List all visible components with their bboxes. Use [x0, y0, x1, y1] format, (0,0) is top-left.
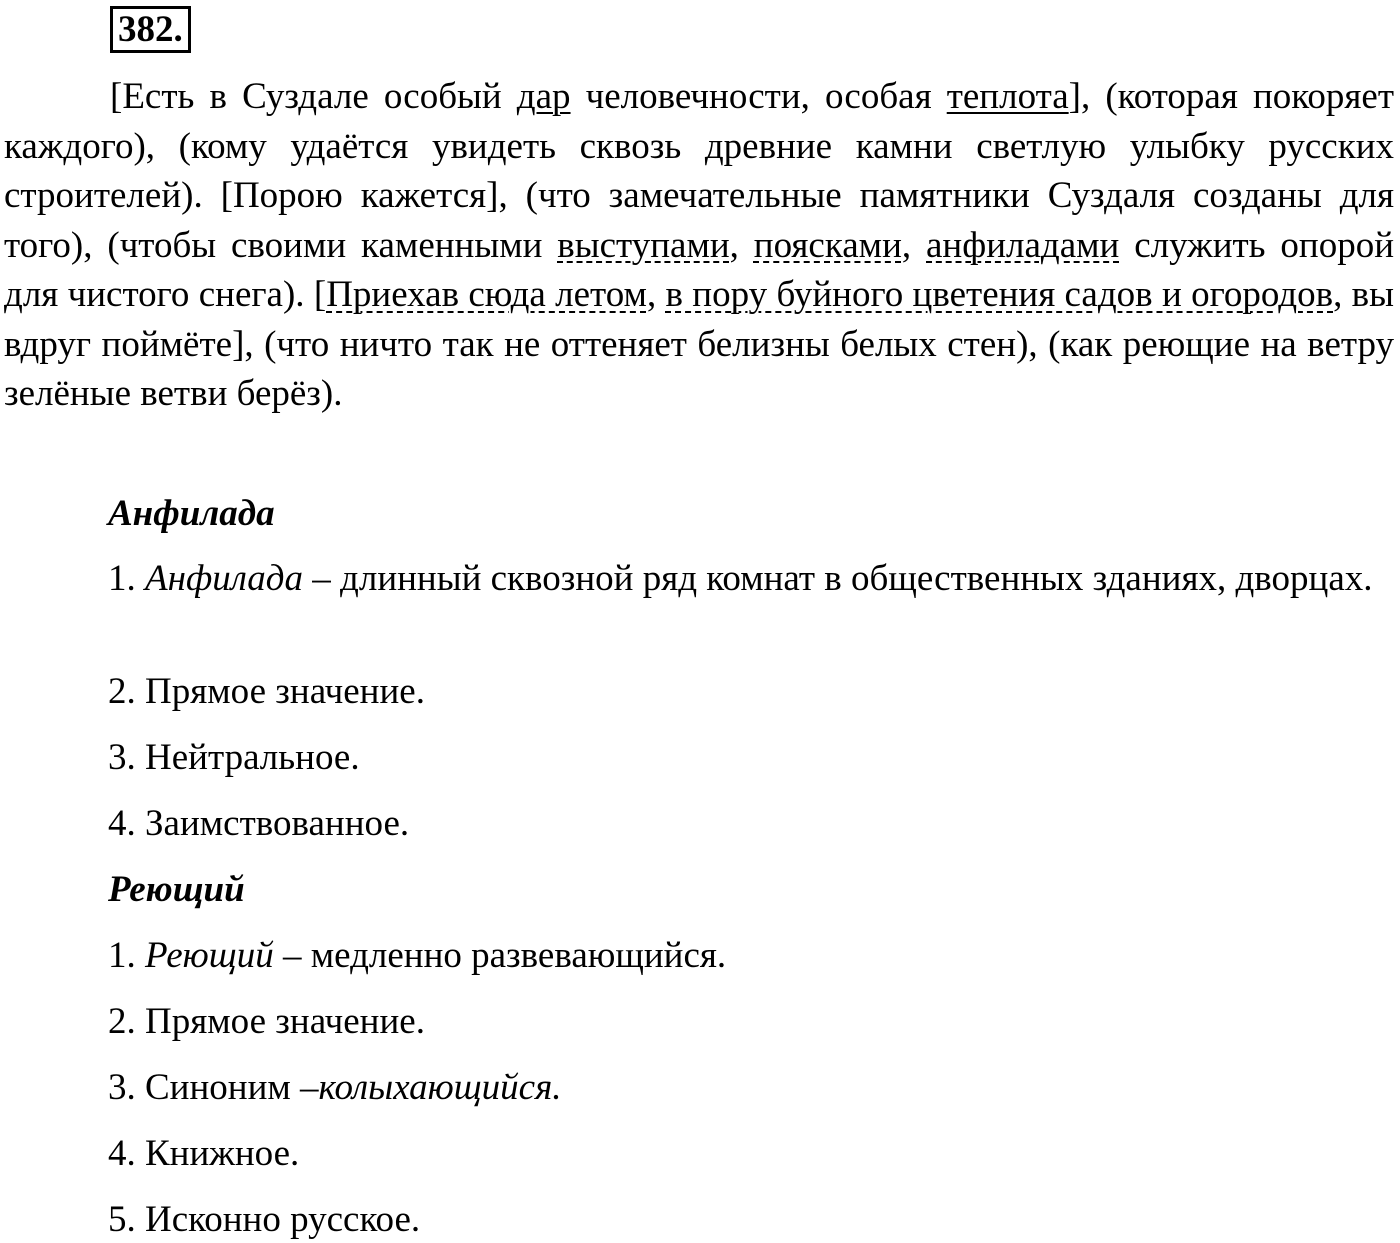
item-prefix: 3. Синоним: [108, 1067, 301, 1108]
item-number: 1.: [108, 558, 145, 599]
anfilada-item-2: 2. Прямое значение.: [108, 671, 425, 712]
text-fragment: человечности, особая: [570, 76, 947, 117]
instrumental-vystupami: выступами: [557, 224, 730, 266]
item-synonym: –колыхающийся.: [300, 1067, 562, 1108]
text-fragment: [Есть в Суздале особый: [110, 76, 517, 117]
text-fragment: , вы вдруг поймёте], (что ничто так не оттеняет белизны белых стен), (как реющие на ветру зелёные ветви берёз).: [4, 274, 1394, 414]
text-fragment: ,: [729, 224, 754, 266]
instrumental-anfiladami: анфиладами: [926, 224, 1120, 266]
text-fragment: ,: [901, 224, 926, 266]
reyushchiy-item-2: 2. Прямое значение.: [108, 1001, 425, 1042]
text-fragment: ], (которая покоряет каждого), (кому удаётся увидеть сквозь древние камни светлую улыбку русских строителей). [Порою кажется], (что замечательные памятники Суздаля созданы для того), (чтобы своими каменными: [4, 76, 1394, 266]
anfilada-item-1: [4, 554, 1394, 603]
anfilada-item-3: 3. Нейтральное.: [108, 737, 360, 778]
exercise-text: [4, 72, 1394, 419]
reyushchiy-item-4: 4. Книжное.: [108, 1133, 300, 1174]
heading-anfilada: Анфилада: [108, 493, 275, 534]
instrumental-poyaskami: поясками: [753, 224, 902, 266]
participle-phrase: Приехав сюда летом: [326, 274, 647, 315]
item-term: Анфилада: [145, 558, 304, 599]
subject-teplota: теплота: [946, 76, 1069, 117]
item-definition: – длинный сквозной ряд комнат в общественных зданиях, дворцах.: [303, 558, 1373, 599]
anfilada-item-4: 4. Заимствованное.: [108, 803, 410, 844]
item-definition: – медленно развевающийся.: [273, 935, 727, 976]
text-fragment: ,: [646, 274, 666, 315]
exercise-number-box: [110, 6, 191, 53]
reyushchiy-item-3: [108, 1066, 562, 1110]
item-number: 1.: [108, 935, 145, 976]
adverbial-phrase: в пору буйного цветения садов и огородов: [665, 274, 1334, 315]
reyushchiy-item-1: [108, 934, 726, 978]
item-term: Реющий: [145, 935, 274, 976]
heading-reyushchiy: Реющий: [108, 869, 245, 910]
text-fragment: служить опорой для чистого снега). [: [4, 224, 1395, 315]
exercise-number: 382.: [118, 9, 183, 50]
subject-dar: дар: [516, 76, 571, 117]
reyushchiy-item-5: 5. Исконно русское.: [108, 1199, 421, 1240]
